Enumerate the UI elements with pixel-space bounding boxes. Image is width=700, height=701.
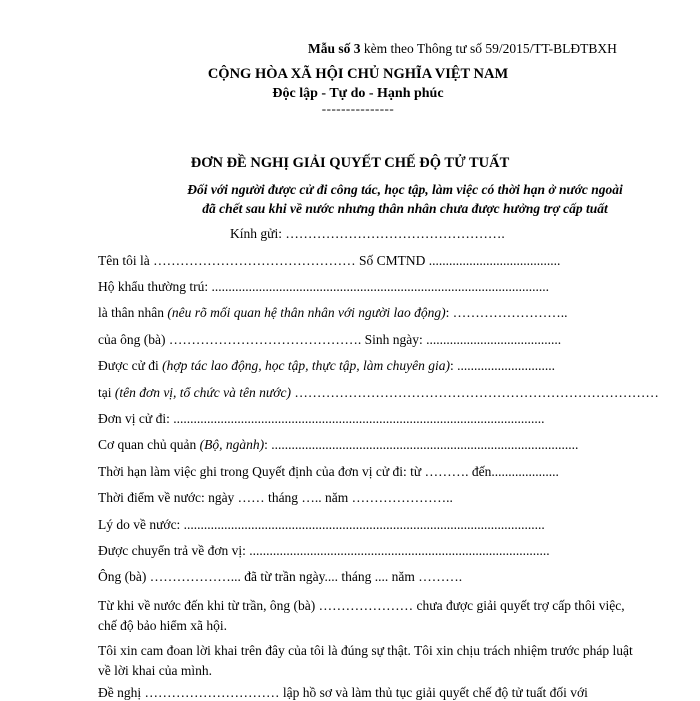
person-birth-line: của ông (bà) ……………………………………. Sinh ngày: ........................................ bbox=[98, 332, 562, 347]
relation-line bbox=[98, 305, 568, 321]
relation-prefix: là thân nhân bbox=[98, 305, 168, 320]
unresolved-paragraph: Từ khi về nước đến khi từ trần, ông (bà) ………………… chưa được giải quyết trợ cấp thôi việc, chế độ bảo hiểm xã hội. bbox=[98, 598, 625, 633]
form-circular: kèm theo Thông tư số 59/2015/TT-BLĐTBXH bbox=[360, 41, 617, 56]
at-note: (tên đơn vị, tổ chức và tên nước) bbox=[114, 385, 291, 400]
form-subtitle: Đối với người được cử đi công tác, học tập, làm việc có thời hạn ở nước ngoài đã chết sau khi về nước nhưng thân nhân chưa được hưởng trợ cấp tuất bbox=[187, 182, 623, 216]
agency-prefix: Cơ quan chủ quản bbox=[98, 437, 200, 452]
name-id-line: Tên tôi là ……………………………………… Số CMTND ....................................... bbox=[98, 253, 561, 268]
form-number: Mẫu số 3 bbox=[308, 41, 361, 56]
form-title: ĐƠN ĐỀ NGHỊ GIẢI QUYẾT CHẾ ĐỘ TỬ TUẤT bbox=[190, 155, 510, 171]
transferred-line: Được chuyển trả về đơn vị: ......................................................................................... bbox=[98, 543, 550, 558]
household-line: Hộ khẩu thường trú: .................................................................................................... bbox=[98, 279, 549, 294]
form-reference bbox=[308, 41, 617, 57]
death-line: Ông (bà) ………………... đã từ trần ngày.... tháng .... năm ………. bbox=[98, 569, 463, 584]
addressee-line: Kính gửi: …………………………………………. bbox=[230, 226, 505, 241]
national-name: CỘNG HÒA XÃ HỘI CHỦ NGHĨA VIỆT NAM bbox=[207, 66, 509, 82]
at-prefix: tại bbox=[98, 385, 115, 400]
reason-line: Lý do về nước: ........................................................................................................... bbox=[98, 517, 545, 532]
agency-line bbox=[98, 437, 578, 453]
header-divider: --------------- bbox=[321, 101, 395, 116]
location-line bbox=[98, 385, 659, 401]
request-line: Đề nghị ………………………… lập hồ sơ và làm thủ tục giải quyết chế độ tử tuất đối với bbox=[98, 685, 588, 700]
sent-suffix: : ............................. bbox=[450, 358, 556, 373]
pledge-paragraph: Tôi xin cam đoan lời khai trên đây của tôi là đúng sự thật. Tôi xin chịu trách nhiệm trước pháp luật về lời khai của mình. bbox=[98, 643, 633, 678]
national-motto: Độc lập - Tự do - Hạnh phúc bbox=[272, 86, 444, 101]
sending-unit-line: Đơn vị cử đi: .............................................................................................................. bbox=[98, 411, 545, 426]
relation-note: (nêu rõ mối quan hệ thân nhân với người lao động) bbox=[167, 305, 446, 320]
return-date-line: Thời điểm về nước: ngày …… tháng ….. năm ………………….. bbox=[98, 490, 453, 505]
agency-suffix: : ........................................................................................... bbox=[264, 437, 579, 452]
at-suffix: ……………………………………………………………………… bbox=[290, 385, 659, 400]
relation-suffix: : …………………….. bbox=[445, 305, 568, 320]
sent-abroad-line bbox=[98, 358, 555, 374]
sent-note: (hợp tác lao động, học tập, thực tập, làm chuyên gia) bbox=[162, 358, 451, 373]
sent-prefix: Được cử đi bbox=[98, 358, 163, 373]
work-period-line: Thời hạn làm việc ghi trong Quyết định của đơn vị cử đi: từ ………. đến.................... bbox=[98, 464, 559, 479]
agency-note: (Bộ, ngành) bbox=[199, 437, 265, 452]
